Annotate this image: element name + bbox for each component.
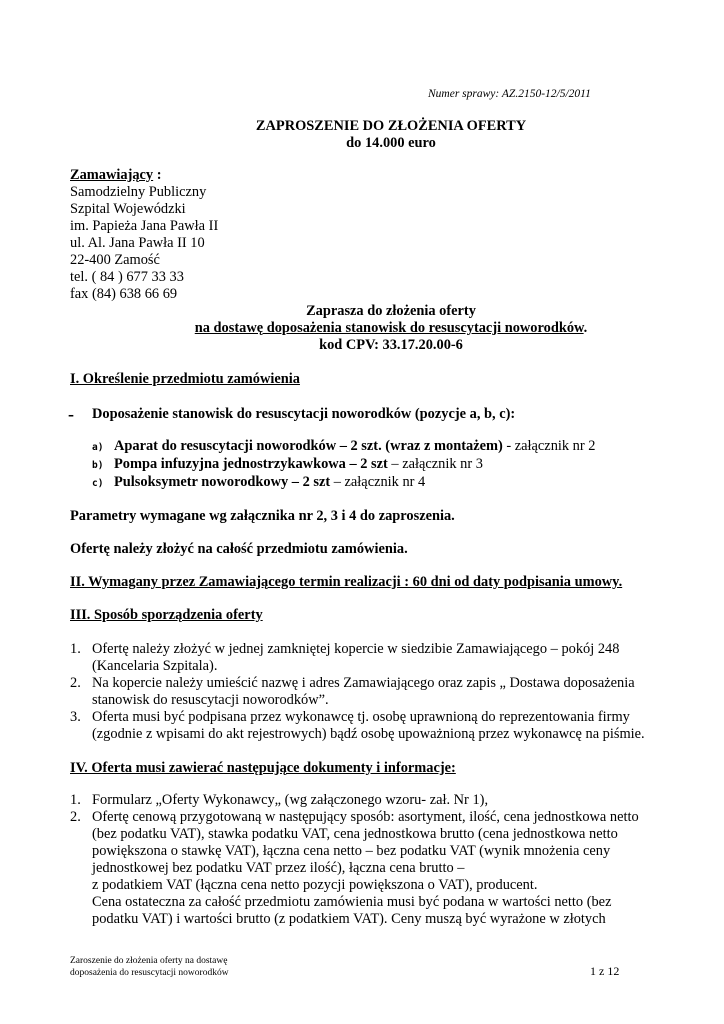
list-item	[114, 456, 483, 473]
document-subtitle: do 14.000 euro	[346, 135, 436, 151]
item-name: Pompa infuzyjna jednostrzykawkowa – 2 szt	[114, 456, 388, 472]
list-item-line: (Kancelaria Szpitala).	[92, 658, 218, 674]
list-item-line: Ofertę należy złożyć w jednej zamkniętej kopercie w siedzibie Zamawiającego – pokój 248	[92, 641, 620, 657]
item-annex: – załącznik nr 4	[330, 474, 426, 490]
list-item-line: Na kopercie należy umieścić nazwę i adres Zamawiającego oraz zapis „ Dostawa doposażenia	[92, 675, 635, 691]
buyer-line: Szpital Wojewódzki	[70, 201, 186, 217]
buyer-line: 22-400 Zamość	[70, 252, 160, 268]
item-name: Aparat do resuscytacji noworodków – 2 szt. (wraz z montażem)	[114, 438, 503, 454]
list-item	[114, 474, 425, 491]
section-1-heading: I. Określenie przedmiotu zamówienia	[70, 371, 300, 387]
buyer-line: tel. ( 84 ) 677 33 33	[70, 269, 184, 285]
buyer-label: Zamawiający	[70, 167, 154, 183]
section-3-heading: III. Sposób sporządzenia oferty	[70, 607, 263, 623]
buyer-line: im. Papieża Jana Pawła II	[70, 218, 219, 234]
item-letter: a)	[92, 442, 104, 453]
buyer-line: Samodzielny Publiczny	[70, 184, 207, 200]
item-letter: b)	[92, 460, 104, 471]
section-1-intro: Doposażenie stanowisk do resuscytacji noworodków (pozycje a, b, c):	[92, 406, 516, 422]
parameters-note: Parametry wymagane wg załącznika nr 2, 3 i 4 do zaproszenia.	[70, 508, 455, 524]
buyer-line: ul. Al. Jana Pawła II 10	[70, 235, 205, 251]
item-name: Pulsoksymetr noworodkowy – 2 szt	[114, 474, 331, 490]
list-number: 1.	[70, 641, 81, 657]
footer-line: Zaroszenie do złożenia oferty na dostawę	[70, 956, 228, 966]
bullet-dash: -	[68, 404, 74, 424]
section-2-heading: II. Wymagany przez Zamawiającego termin realizacji : 60 dni od daty podpisania umowy.	[70, 574, 623, 590]
footer-line: doposażenia do resuscytacji noworodków	[70, 968, 229, 978]
page-number: 1 z 12	[590, 964, 620, 978]
list-item-line: z podatkiem VAT (łączna cena netto pozycji powiększona o VAT), producent.	[92, 877, 538, 893]
list-item-line: Oferta musi być podpisana przez wykonawcę tj. osobę uprawnioną do reprezentowania firmy	[92, 709, 630, 725]
list-item-line: podatku VAT) i wartości brutto (z podatkiem VAT). Ceny muszą być wyrażone w złotych	[92, 911, 606, 927]
list-item-line: jednostkowej bez podatku VAT przez ilość), łączna cena brutto –	[92, 860, 465, 876]
list-item	[114, 438, 595, 455]
invitation-line: Zaprasza do złożenia oferty	[306, 303, 476, 319]
section-4-heading: IV. Oferta musi zawierać następujące dokumenty i informacje:	[70, 760, 456, 776]
list-number: 2.	[70, 809, 81, 825]
invitation-subject-text: na dostawę doposażenia stanowisk do resuscytacji noworodków	[194, 320, 584, 336]
list-item-line: (bez podatku VAT), stawka podatku VAT, cena jednostkowa brutto (cena jednostkowa netto	[92, 826, 618, 842]
list-item-line: stanowisk do resuscytacji noworodków”.	[92, 692, 329, 708]
list-item-line: Ofertę cenową przygotowaną w następujący sposób: asortyment, ilość, cena jednostkowa netto	[92, 809, 639, 825]
whole-offer-note: Ofertę należy złożyć na całość przedmiotu zamówienia.	[70, 541, 408, 557]
cpv-code: kod CPV: 33.17.20.00-6	[319, 337, 463, 353]
list-number: 2.	[70, 675, 81, 691]
item-annex: – załącznik nr 3	[387, 456, 483, 472]
invitation-subject	[0, 320, 724, 337]
document-title: ZAPROSZENIE DO ZŁOŻENIA OFERTY	[255, 118, 527, 134]
case-number: Numer sprawy: AZ.2150-12/5/2011	[428, 88, 591, 100]
list-item-line: powiększona o stawkę VAT), łączna cena netto – bez podatku VAT (wynik mnożenia ceny	[92, 843, 611, 859]
item-letter: c)	[92, 478, 104, 489]
item-annex: - załącznik nr 2	[502, 438, 596, 454]
buyer-label-colon: :	[153, 167, 162, 183]
list-item-line: (zgodnie z wpisami do akt rejestrowych) bądź osobę upoważnioną przez wykonawcę na piśmie.	[92, 726, 645, 742]
list-item-line: Cena ostateczna za całość przedmiotu zamówienia musi być podana w wartości netto (bez	[92, 894, 612, 910]
invitation-subject-period: .	[583, 320, 588, 336]
buyer-line: fax (84) 638 66 69	[70, 286, 178, 302]
list-item-line: Formularz „Oferty Wykonawcy„ (wg załączonego wzoru- zał. Nr 1),	[92, 792, 489, 808]
buyer-heading	[70, 167, 162, 184]
list-number: 3.	[70, 709, 81, 725]
list-number: 1.	[70, 792, 81, 808]
